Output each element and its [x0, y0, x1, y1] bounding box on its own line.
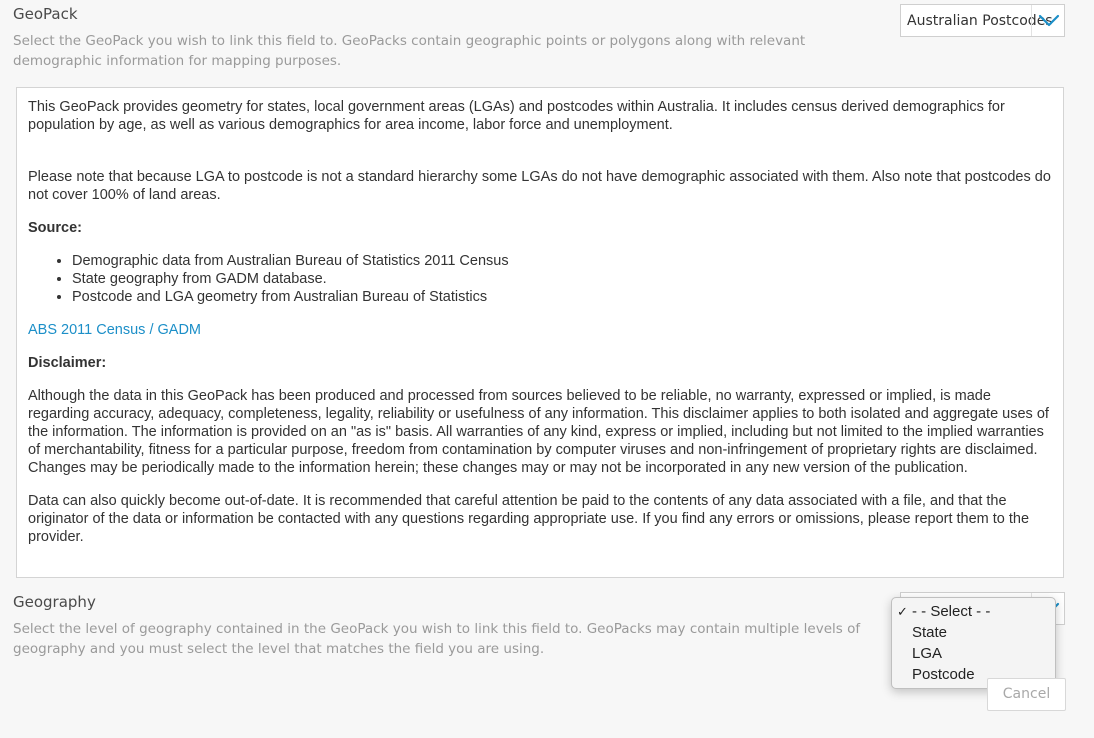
- geopack-info-box: [16, 87, 1064, 578]
- source-item: • Postcode and LGA geometry from Australian Bureau of Statistics: [72, 288, 1052, 306]
- geopack-select[interactable]: [900, 4, 1065, 37]
- cancel-button[interactable]: Cancel: [987, 678, 1066, 711]
- option-label: Postcode: [912, 666, 975, 683]
- geography-option-select[interactable]: [892, 601, 1055, 622]
- source-link[interactable]: ABS 2011 Census / GADM: [28, 322, 202, 338]
- geography-option-state[interactable]: [892, 622, 1055, 643]
- info-paragraph-2: Please note that because LGA to postcode is not a standard hierarchy some LGAs do not have demographic associated with them. Also note that postcodes do not cover 100% of land areas.: [28, 169, 1051, 203]
- disclaimer-paragraph-2: Data can also quickly become out-of-date. It is recommended that careful attention be paid to the contents of any data associated with a file, and that the originator of the data or information be contacted with any questions regarding appropriate use. If you find any errors or omissions, please report them to the provider.: [28, 493, 1030, 545]
- option-label: LGA: [912, 645, 943, 662]
- info-paragraph-1: This GeoPack provides geometry for states, local government areas (LGAs) and postcodes within Australia. It includes census derived demographics for population by age, as well as various demographics for area income, labor force and unemployment.: [28, 99, 1005, 133]
- geopack-title: GeoPack: [13, 5, 78, 23]
- geopack-description: Select the GeoPack you wish to link this field to. GeoPacks contain geographic points or polygons along with relevant demographic information for mapping purposes.: [13, 33, 806, 69]
- geography-dropdown-menu: [891, 597, 1056, 689]
- checkmark-icon: ✓: [897, 604, 908, 619]
- geopack-select-toggle[interactable]: [1031, 5, 1064, 36]
- disclaimer-heading: Disclaimer:: [28, 355, 107, 371]
- option-label: State: [912, 624, 948, 641]
- source-item: • Demographic data from Australian Bureau of Statistics 2011 Census: [72, 252, 1052, 270]
- geography-title: Geography: [13, 593, 96, 611]
- disclaimer-paragraph-1: Although the data in this GeoPack has been produced and processed from sources believed to be reliable, no warranty, expressed or implied, is made regarding accuracy, adequacy, completeness, legality, reliability or usefulness of any information. This disclaimer applies to both isolated and aggregate uses of the information. The information is provided on an "as is" basis. All warranties of any kind, express or implied, including but not limited to the implied warranties of merchantability, fitness for a particular purpose, freedom from contamination by computer viruses and non-infringement of proprietary rights are disclaimed. Changes may be periodically made to the information herein; these changes may or may not be incorporated in any new version of the publication.: [28, 388, 1049, 476]
- geography-option-lga[interactable]: [892, 643, 1055, 664]
- chevron-down-icon: [1038, 14, 1060, 28]
- geopack-select-value: Australian Postcodes: [907, 13, 1053, 29]
- option-label: - - Select - -: [912, 603, 991, 620]
- geography-description: Select the level of geography contained in the GeoPack you wish to link this field to. GeoPacks may contain multiple levels of geography and you must select the level that matches the field you are using.: [13, 621, 861, 657]
- source-list: [28, 252, 1052, 306]
- source-heading: Source:: [28, 220, 82, 236]
- source-item: • State geography from GADM database.: [72, 270, 1052, 288]
